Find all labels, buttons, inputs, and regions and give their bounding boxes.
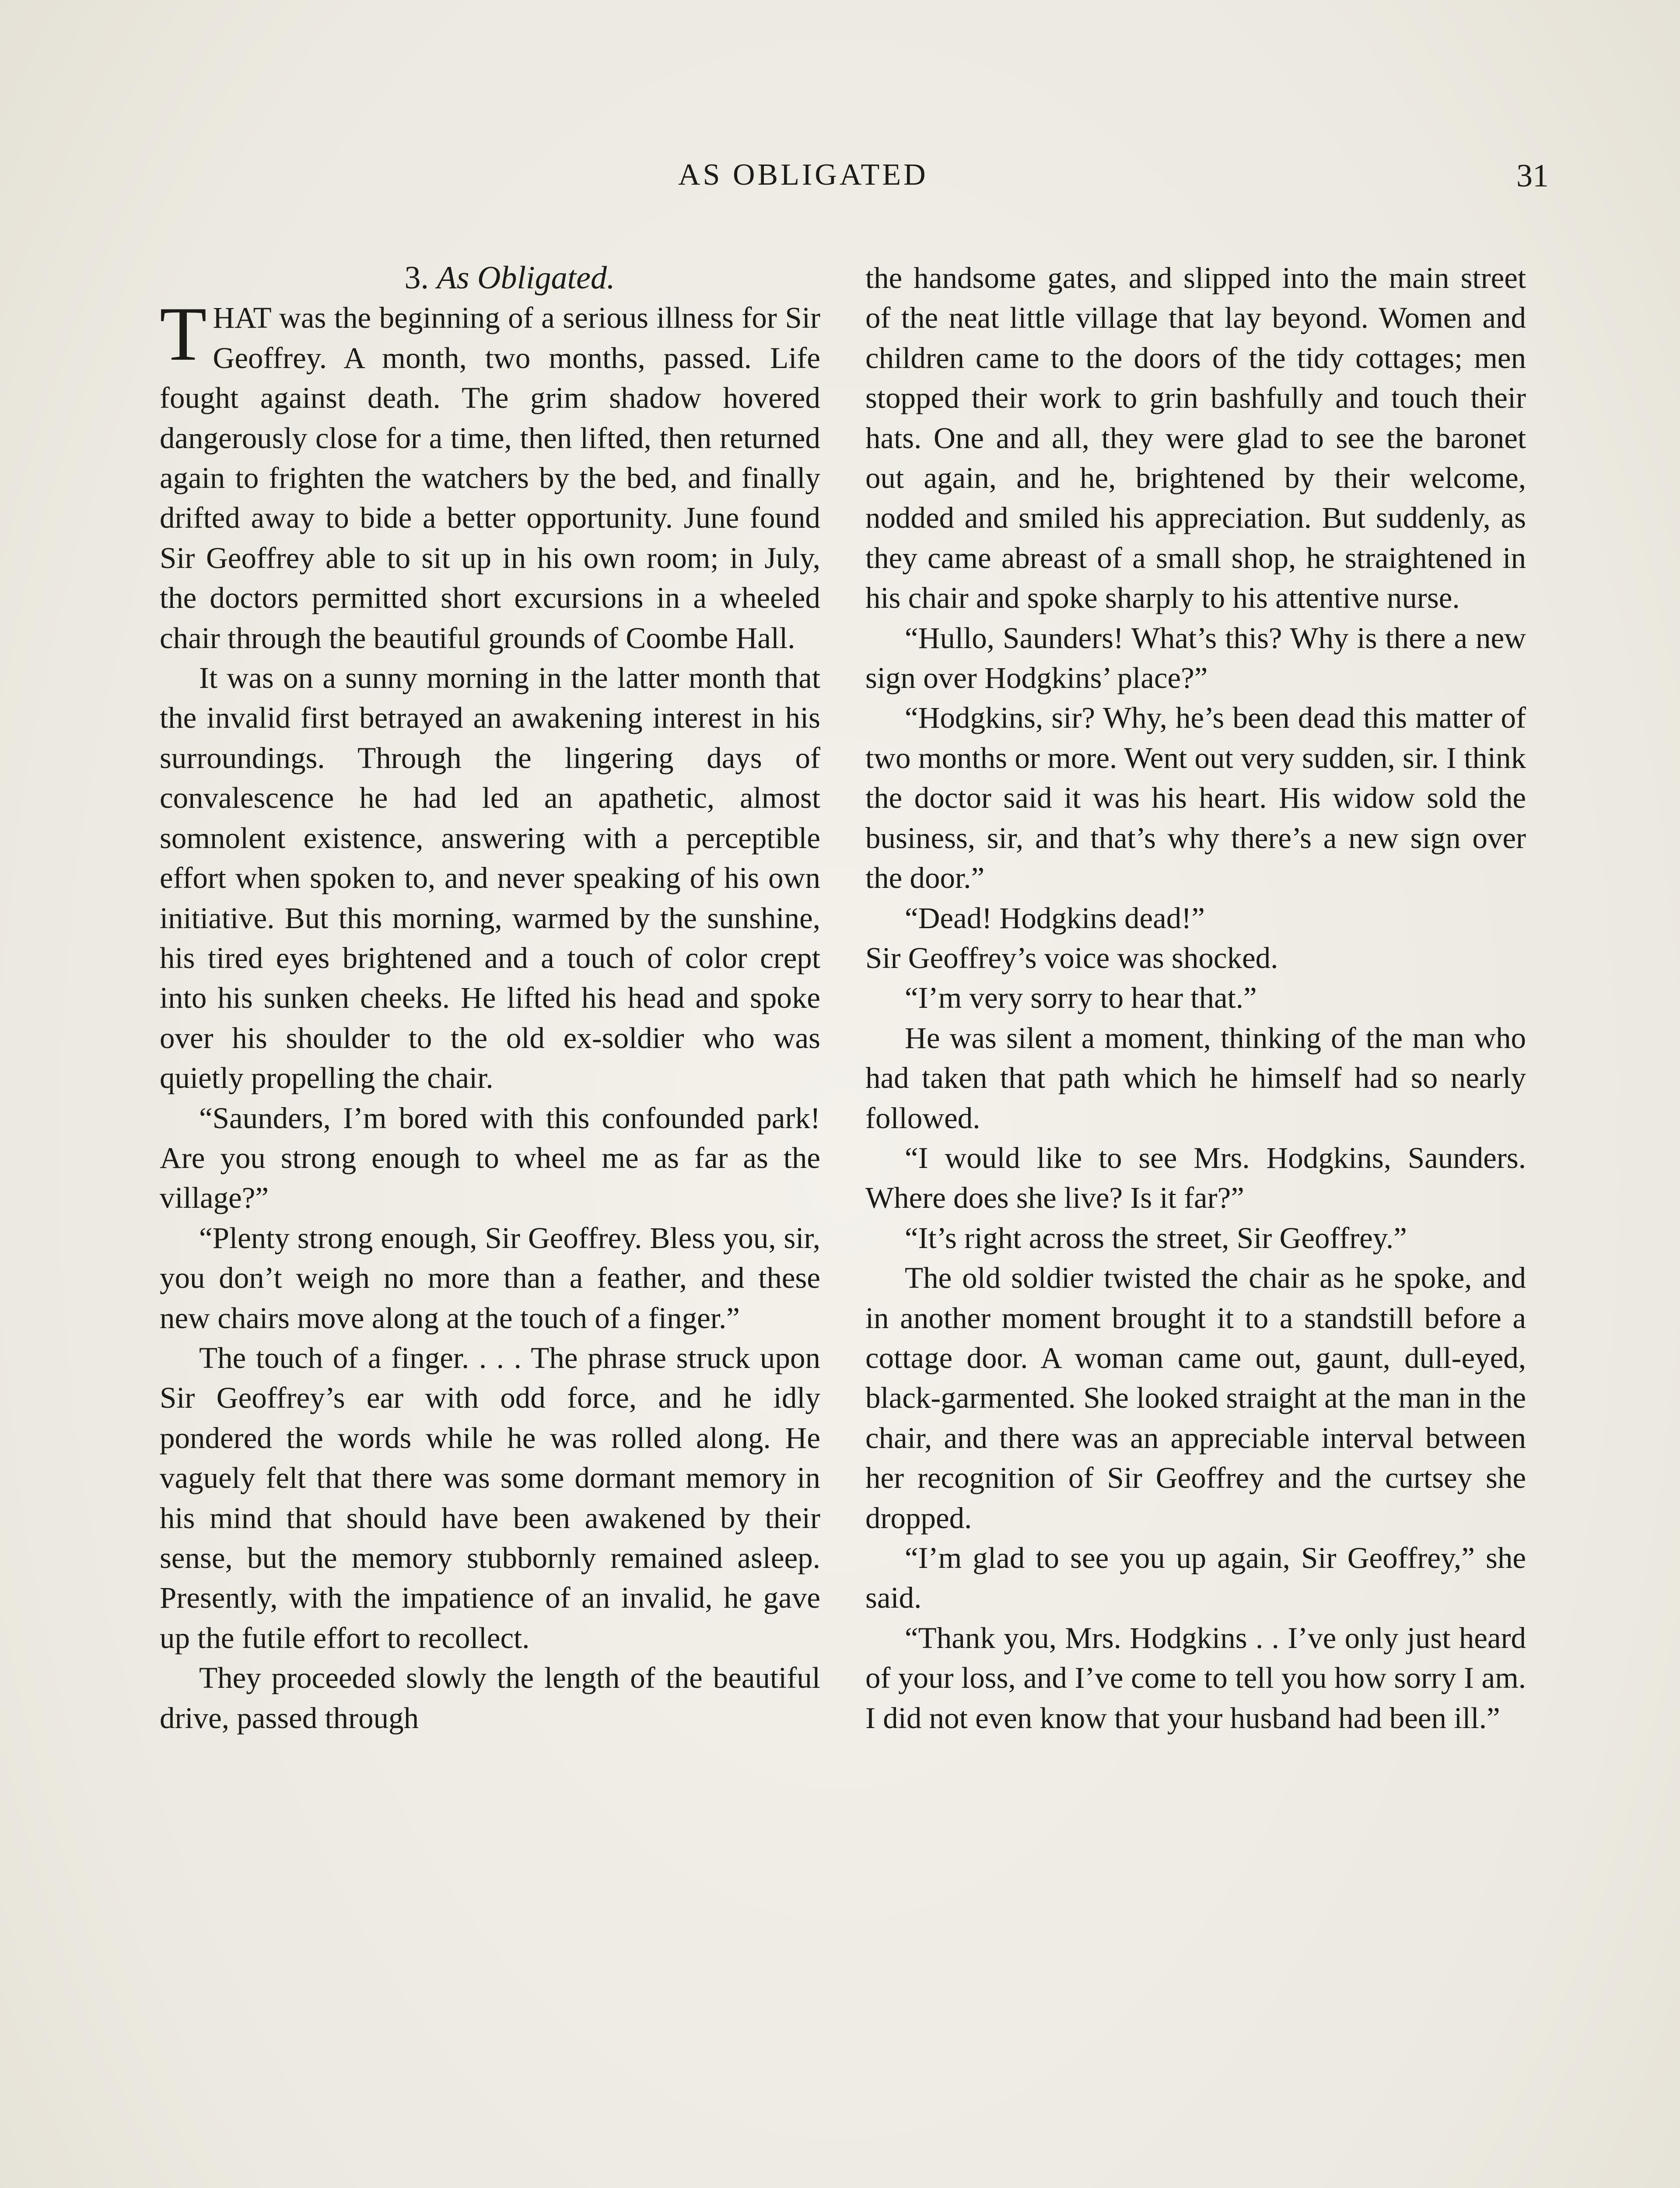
paragraph: the handsome gates, and slipped into the main street of the neat little village that lay beyond. Women and children came to the doors of the tidy cottages; men stopped their work to grin bashfully and touch their hats. One and all, they were glad to see the baronet out again, and he, brightened by their welcome, nodded and smiled his appreciation. But suddenly, as they came abreast of a small shop, he straightened in his chair and spoke sharply to his attentive nurse.: [865, 261, 1526, 615]
paragraph: It was on a sunny morning in the latter month that the invalid first betrayed an awakening interest in his surroundings. Through the lingering days of convalescence he had led an apathetic, almost somnolent existence, answering with a perceptible effort when spoken to, and never speaking of his own initiative. But this morning, warmed by the sunshine, his tired eyes brightened and a touch of color crept into his sunken cheeks. He lifted his head and spoke over his shoulder to the old ex-soldier who was quietly propelling the chair.: [160, 661, 820, 1095]
chapter-number: 3.: [404, 260, 429, 296]
paragraph: [160, 291, 820, 658]
paragraph: “I would like to see Mrs. Hodgkins, Saunders. Where does she live? Is it far?”: [865, 1141, 1526, 1215]
paragraph: “Saunders, I’m bored with this confounded park! Are you strong enough to wheel me as far as the village?”: [160, 1101, 820, 1215]
paragraph: The old soldier twisted the chair as he spoke, and in another moment brought it to a standstill before a cottage door. A woman came out, gaunt, dull-eyed, black-garmented. She looked straight at the man in the chair, and there was an appreciable interval between her recognition of Sir Geoffrey and the curtsey she dropped.: [865, 1261, 1526, 1535]
drop-cap: T: [160, 291, 207, 377]
paragraph: “Plenty strong enough, Sir Geoffrey. Bless you, sir, you don’t weigh no more than a feather, and these new chairs move along at the touch of a finger.”: [160, 1221, 820, 1335]
paragraph: “Dead! Hodgkins dead!”: [905, 901, 1205, 935]
paragraph: “Hullo, Saunders! What’s this? Why is there a new sign over Hodgkins’ place?”: [865, 621, 1526, 695]
right-column: [865, 258, 1526, 1738]
running-title: AS OBLIGATED: [678, 158, 928, 192]
running-header: [0, 158, 1680, 206]
chapter-title: As Obligated.: [437, 260, 615, 296]
paragraph: “It’s right across the street, Sir Geoffrey.”: [905, 1221, 1407, 1255]
paragraph: He was silent a moment, thinking of the man who had taken that path which he himself had so nearly followed.: [865, 1021, 1526, 1135]
chapter-heading: [160, 258, 820, 298]
paragraph: “I’m glad to see you up again, Sir Geoffrey,” she said.: [865, 1541, 1526, 1615]
paragraph-text: HAT was the beginning of a serious illness for Sir Geoffrey. A month, two months, passed. Life fought against death. The grim shadow hovered dangerously close for a time, then lifted, then returned again to frighten the watchers by the bed, and finally drifted away to bide a better opportunity. June found Sir Geoffrey able to sit up in his own room; in July, the doctors permitted short excursions in a wheeled chair through the beautiful grounds of Coombe Hall.: [160, 301, 820, 655]
paragraph: They proceeded slowly the length of the beautiful drive, passed through: [160, 1661, 820, 1735]
paragraph: Sir Geoffrey’s voice was shocked.: [865, 941, 1278, 975]
paragraph: “Hodgkins, sir? Why, he’s been dead this matter of two months or more. Went out very sudden, sir. I think the doctor said it was his heart. His widow sold the business, sir, and that’s why there’s a new sign over the door.”: [865, 701, 1526, 895]
paragraph: The touch of a finger. . . . The phrase struck upon Sir Geoffrey’s ear with odd force, and he idly pondered the words while he was rolled along. He vaguely felt that there was some dormant memory in his mind that should have been awakened by their sense, but the memory stubbornly remained asleep. Presently, with the impatience of an invalid, he gave up the futile effort to recollect.: [160, 1341, 820, 1655]
paragraph: “I’m very sorry to hear that.”: [905, 981, 1257, 1015]
left-column: [160, 258, 820, 1738]
paragraph: “Thank you, Mrs. Hodgkins . . I’ve only just heard of your loss, and I’ve come to tell you how sorry I am. I did not even know that your husband had been ill.”: [865, 1621, 1526, 1735]
page-number: 31: [1516, 158, 1549, 194]
